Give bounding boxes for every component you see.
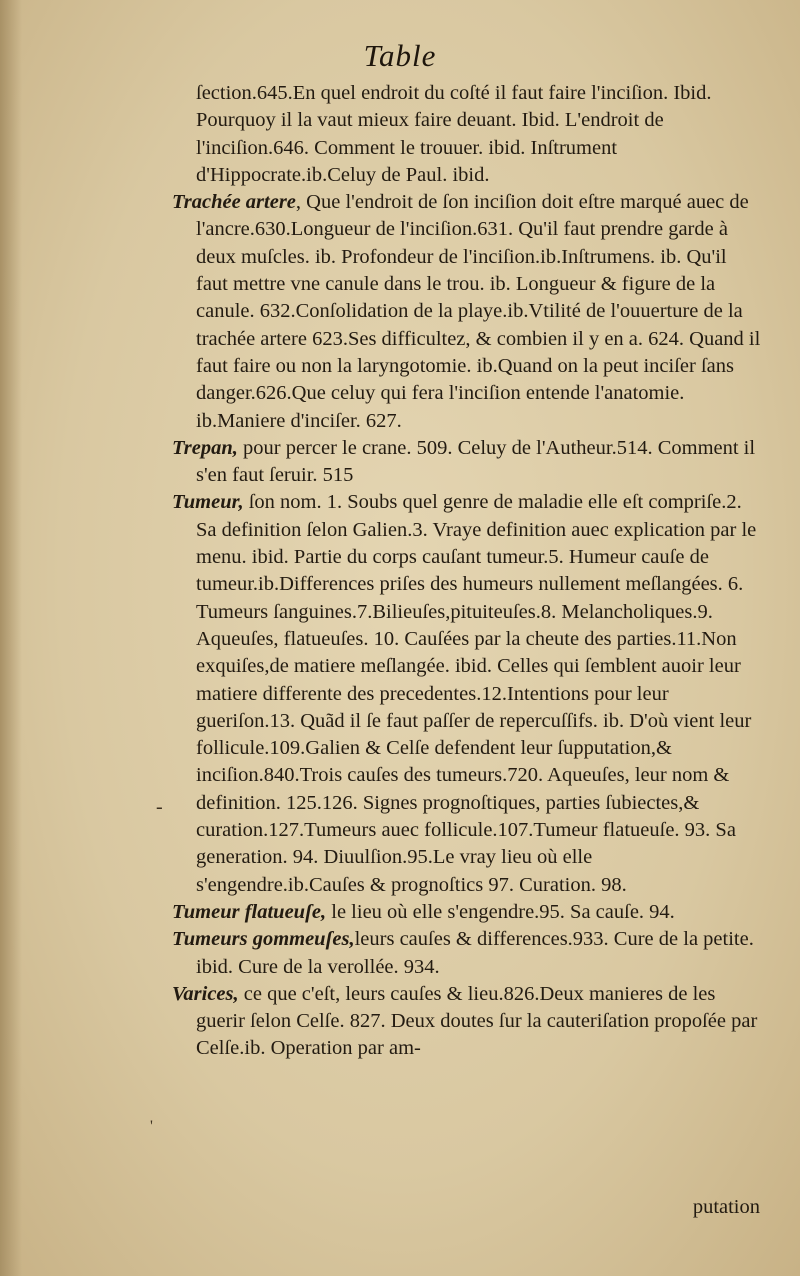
index-entry-varices [172,981,762,1063]
index-term: Tumeur flatueuſe, [172,900,327,923]
index-entry-text: leurs cauſes & differences.933. Cure de la petite. ibid. Cure de la verollée. 934. [196,928,754,978]
index-term: Tumeurs gommeuſes, [172,928,355,951]
catchword: putation [692,1196,760,1218]
index-term: Trachée artere [172,191,296,214]
index-entry-tumeur [172,489,762,898]
index-term: Varices, [172,982,239,1005]
running-head: Table [363,38,437,73]
index-entry-trachee [172,189,762,435]
index-entry-text: ce que c'eſt, leurs cauſes & lieu.826.Deux manieres de les guerir ſelon Celſe. 827. Deux doutes ſur la cauteriſation propoſée par Celſe.ib. Operation par am- [196,982,758,1060]
index-text [172,80,762,1063]
index-entry-trepan [172,435,762,490]
page-gutter-shadow [0,0,22,1276]
index-entry-text: , Que l'endroit de ſon inciſion doit eſtre marqué auec de l'ancre.630.Longueur de l'inciſion.631. Qu'il faut prendre garde à deux muſcles. ib. Profondeur de l'inciſion.ib.Inſtrumens. ib. Qu'il faut mettre vne canule dans le trou. ib. Longueur & figure de la canule. 632.Conſolidation de la playe.ib.Vtilité de l'ouuerture de la trachée artere 623.Ses difficultez, & combien il y en a. 624. Quand il faut faire ou non la laryngotomie. ib.Quand on la peut inciſer ſans danger.626.Que celuy qui fera l'inciſion entende l'anatomie. ib.Maniere d'inciſer. 627. [196,191,761,432]
index-term: Tumeur, [172,491,244,514]
index-entry-text: ſection.645.En quel endroit du coſté il faut faire l'inciſion. Ibid. Pourquoy il la vaut mieux faire deuant. Ibid. L'endroit de l'inciſion.646. Comment le trouuer. ibid. Inſtrument d'Hippocrate.ib.Celuy de Paul. ibid. [196,82,712,186]
index-entry-text: pour percer le crane. 509. Celuy de l'Autheur.514. Comment il s'en faut ſeruir. 515 [196,436,756,487]
index-entry-tumeurs-gommeuses [172,926,762,981]
margin-dash-mark: - [156,796,163,818]
index-entry-tumeur-flatueuse [172,899,762,926]
index-entry-text: le lieu où elle s'engendre.95. Sa cauſe. 94. [326,900,675,923]
index-entry-continued [172,80,762,189]
index-term: Trepan, [172,436,238,459]
margin-tick-mark: ' [150,1118,153,1135]
index-entry-text: ſon nom. 1. Soubs quel genre de maladie elle eſt compriſe.2. Sa definition ſelon Galien.3. Vraye definition auec explication par le menu. ibid. Partie du corps cauſant tumeur.5. Humeur cauſe de tumeur.ib.Differences priſes des humeurs nullement meſlangées. 6. Tumeurs ſanguines.7.Bilieuſes,pituiteuſes.8. Melancholiques.9. Aqueuſes, flatueuſes. 10. Cauſées par la cheute des parties.11.Non exquiſes,de matiere meſlangée. ibid. Celles qui ſemblent auoir leur matiere differente des precedentes.12.Intentions pour leur gueriſon.13. Quãd il ſe faut paſſer de repercuſſifs. ib. D'où vient leur follicule.109.Galien & Celſe defendent leur ſupputation,& inciſion.840.Trois cauſes des tumeurs.720. Aqueuſes, leur nom & definition. 125.126. Signes prognoſtiques, parties ſubiectes,& curation.127.Tumeurs auec follicule.107.Tumeur flatueuſe. 93. Sa generation. 94. Diuulſion.95.Le vray lieu où elle s'engendre.ib.Cauſes & prognoſtics 97. Curation. 98. [196,491,757,896]
